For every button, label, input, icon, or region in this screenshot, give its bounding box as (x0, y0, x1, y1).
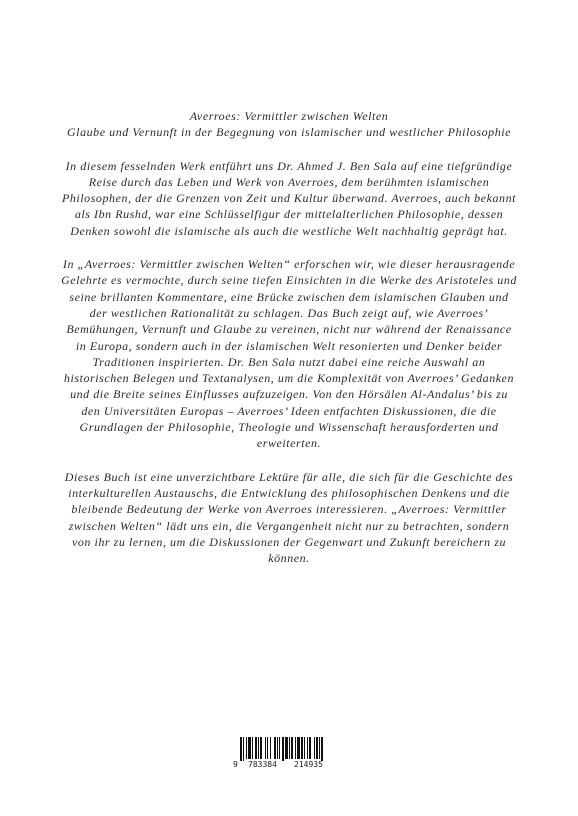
barcode-bar (316, 737, 318, 759)
book-title: Averroes: Vermittler zwischen Welten (189, 109, 389, 123)
blurb-paragraph-2: In „Averroes: Vermittler zwischen Welten“ erforschen wir, wie dieser herausragende Gelehrte es vermochte, durch seine tiefen Einsichten in die Werke des Aristoteles und seine brillanten Kommentare, eine Brücke zwischen dem islamischen Glauben und der westlichen Rationalität zu schlagen. Das Buch zeigt auf, wie Averroes’ Bemühungen, Vernunft und Glaube zu vereinen, nicht nur während der Renaissance in Europa, sondern auch in der islamischen Welt resonierten und Denker beider Traditionen inspirierten. Dr. Ben Sala nutzt dabei eine reiche Auswahl an historischen Belegen und Textanalysen, um die Komplexität von Averroes’ Gedanken und die Breite seines Einflusses aufzuzeigen. Von den Hörsälen Al-Andalus’ bis zu den Universitäten Europas – Averroes’ Ideen entfachten Diskussionen, die die Grundlagen der Philosophie, Theologie und Wissenschaft herausforderten und erweiterten. (61, 257, 517, 451)
barcode-bar (277, 737, 278, 759)
back-cover-text (60, 108, 518, 566)
barcode-bar (291, 737, 293, 759)
barcode-bar (267, 737, 268, 759)
barcode-bar (282, 737, 284, 761)
barcode-bar (255, 737, 257, 759)
barcode-bar (295, 737, 296, 759)
isbn-barcode (238, 737, 340, 761)
blurb-paragraph-3: Dieses Buch ist eine unverzichtbare Lektüre für alle, die sich für die Geschichte des interkulturellen Austauschs, die Entwicklung des philosophischen Denkens und die bleibende Bedeutung der Werke von Averroes interessieren. „Averroes: Vermittler zwischen Welten“ lädt uns ein, die Vergangenheit nicht nur zu betrachten, sondern von ihr zu lernen, um die Diskussionen der Gegenwart und Zukunft bereichern zu können. (64, 469, 514, 566)
barcode-bar (297, 737, 300, 759)
barcode-bar (243, 737, 244, 761)
barcode-bar (270, 737, 271, 759)
isbn-right-group: 214935 (294, 760, 323, 769)
blurb-paragraph-1: In diesem fesselnden Werk entführt uns Dr. Ahmed J. Ben Sala auf eine tiefgründige Reise durch das Leben und Werk von Averroes, dem berühmten islamischen Philosophen, der die Grenzen von Zeit und Kultur überwand. Averroes, auch bekannt als Ibn Rushd, war eine Schlüsselfigur der mittelalterlichen Philosophie, dessen Denken sowohl die islamische als auch die westliche Welt nachhaltig geprägt hat. (61, 158, 517, 238)
barcode-bar (285, 737, 288, 759)
isbn-left-group: 783384 (248, 760, 277, 769)
barcode-bar (321, 737, 323, 761)
barcode-bar (307, 737, 308, 759)
barcode-bar (248, 737, 251, 759)
barcode-bar (301, 737, 303, 759)
barcode-bar (240, 737, 242, 761)
isbn-number (233, 760, 345, 772)
barcode-bar (304, 737, 305, 759)
barcode-bar (314, 737, 315, 759)
barcode-bar (309, 737, 311, 759)
barcode-bars (238, 737, 340, 761)
barcode-bar (279, 737, 280, 759)
isbn-prefix-digit: 9 (233, 760, 238, 769)
barcode-bar (260, 737, 262, 759)
barcode-bar (258, 737, 259, 759)
barcode-bar (319, 737, 320, 759)
barcode-bar (274, 737, 276, 759)
barcode-bar (265, 737, 266, 759)
barcode-bar (252, 737, 253, 759)
barcode-bar (289, 737, 290, 759)
barcode-bar (246, 737, 247, 759)
book-subtitle: Glaube und Vernunft in der Begegnung von islamischer und westlicher Philosophie (66, 125, 512, 140)
